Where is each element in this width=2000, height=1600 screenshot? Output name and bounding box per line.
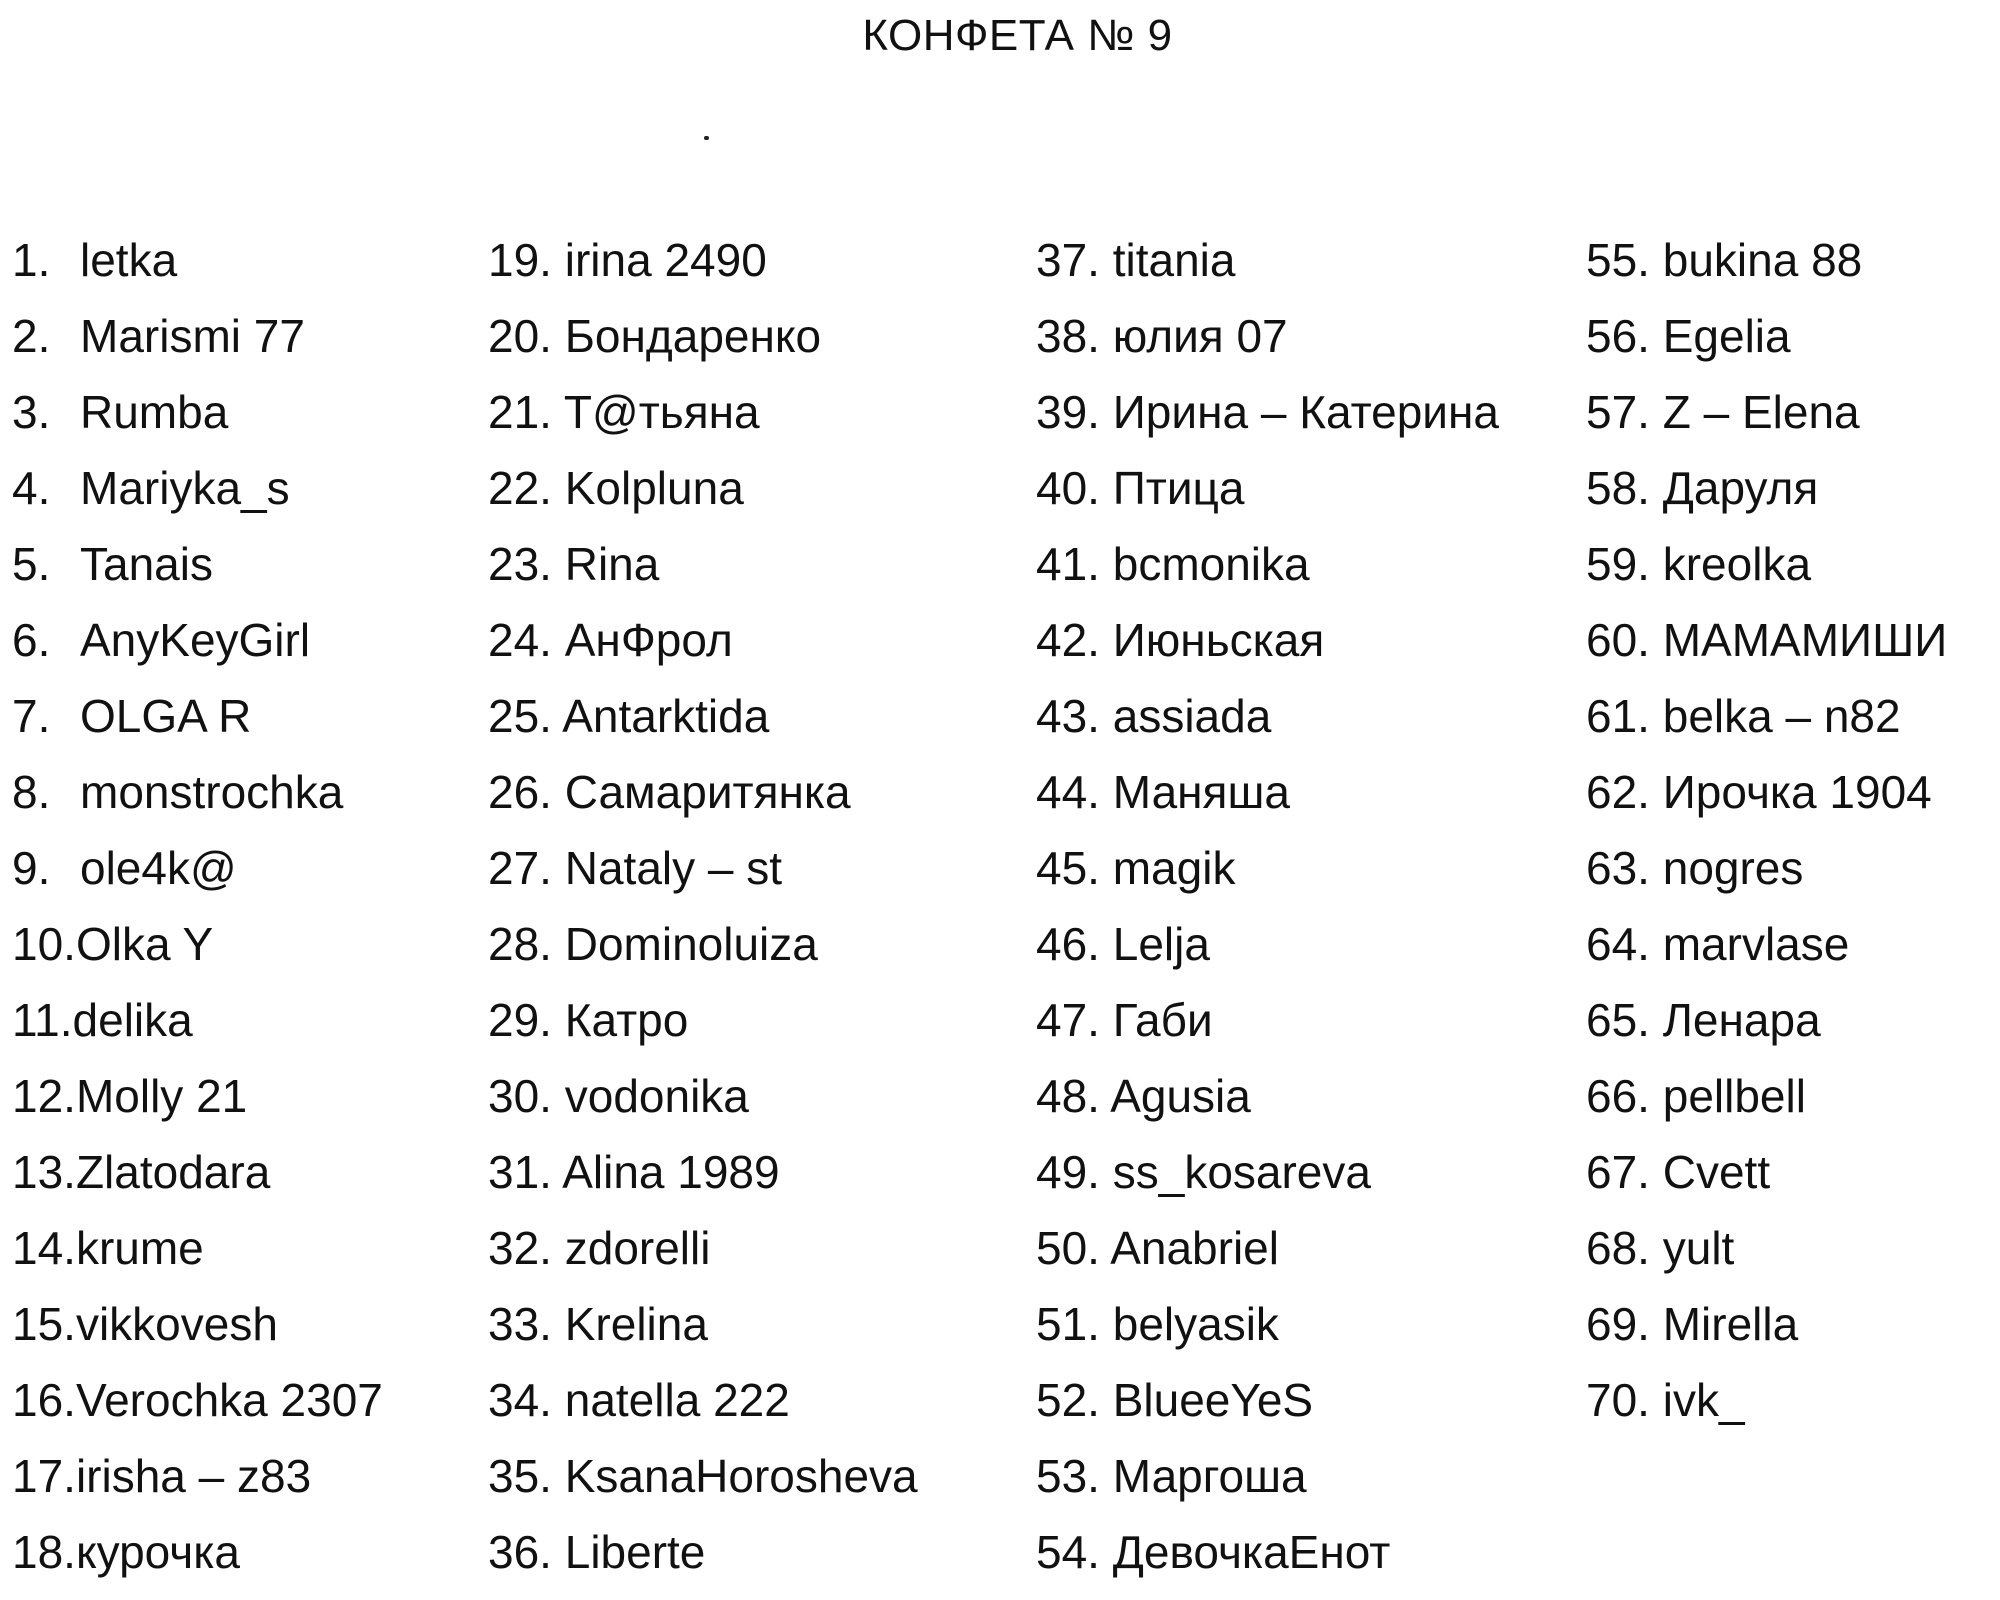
list-item-name: Даруля xyxy=(1662,462,1819,514)
list-item xyxy=(1586,232,1947,308)
list-item-name: Kolpluna xyxy=(564,462,744,514)
list-item-number: 11. xyxy=(12,994,73,1046)
list-item-number: 51. xyxy=(1036,1298,1100,1350)
list-item xyxy=(488,916,918,992)
list-item-name: Бондаренко xyxy=(564,310,822,362)
list-item-name: Marismi 77 xyxy=(80,310,305,362)
list-item-name: Mariyka_s xyxy=(80,462,290,514)
list-item-name: Маняша xyxy=(1112,766,1290,818)
list-item-name: yult xyxy=(1662,1222,1735,1274)
list-item-number: 28. xyxy=(488,918,552,970)
list-item-name: T@тьяна xyxy=(563,386,760,438)
list-item xyxy=(1586,384,1947,460)
list-item-name: Cvett xyxy=(1662,1146,1771,1198)
list-item xyxy=(1036,536,1499,612)
list-item-name: АнФрол xyxy=(564,614,733,666)
list-item-name: Tanais xyxy=(80,538,213,590)
list-item-name: Verochka 2307 xyxy=(75,1374,383,1426)
list-item-number: 29. xyxy=(488,994,552,1046)
list-item xyxy=(1036,232,1499,308)
list-item-name: Zlatodara xyxy=(75,1146,271,1198)
list-item-number: 21. xyxy=(488,386,552,438)
list-item-number: 14. xyxy=(12,1222,76,1274)
list-item-number: 58. xyxy=(1586,462,1650,514)
list-item xyxy=(12,1068,383,1144)
list-item-number: 55. xyxy=(1586,234,1650,286)
list-item-number: 15. xyxy=(12,1298,76,1350)
list-item-number: 57. xyxy=(1586,386,1650,438)
list-item-name: Lelja xyxy=(1112,918,1210,970)
list-item-number: 65. xyxy=(1586,994,1650,1046)
list-item-name: vodonika xyxy=(564,1070,749,1122)
list-item xyxy=(488,1144,918,1220)
list-item-number: 40. xyxy=(1036,462,1100,514)
list-item-number: 26. xyxy=(488,766,552,818)
list-item-number: 5. xyxy=(12,538,51,590)
list-item xyxy=(1586,612,1947,688)
list-item xyxy=(1036,1296,1499,1372)
list-item xyxy=(1036,308,1499,384)
list-item xyxy=(1036,1220,1499,1296)
list-item-number: 66. xyxy=(1586,1070,1650,1122)
list-item-number: 45. xyxy=(1036,842,1100,894)
list-item xyxy=(1586,1372,1947,1448)
list-item-name: Ленара xyxy=(1662,994,1821,1046)
list-item-number: 37. xyxy=(1036,234,1100,286)
list-item-name: Mirella xyxy=(1662,1298,1799,1350)
list-item-number: 7. xyxy=(12,690,51,742)
list-item-number: 36. xyxy=(488,1526,552,1578)
list-item-number: 18. xyxy=(12,1526,76,1578)
list-item xyxy=(1586,460,1947,536)
list-item-name: Krelina xyxy=(564,1298,708,1350)
list-item xyxy=(12,1220,383,1296)
list-item-name: marvlase xyxy=(1662,918,1850,970)
list-item-number: 61. xyxy=(1586,690,1650,742)
list-item-number: 56. xyxy=(1586,310,1650,362)
list-item-number: 25. xyxy=(488,690,552,742)
list-item-name: Июньская xyxy=(1112,614,1325,666)
list-item-name: magik xyxy=(1112,842,1236,894)
list-item-number: 22. xyxy=(488,462,552,514)
list-item-number: 70. xyxy=(1586,1374,1650,1426)
list-item-number: 23. xyxy=(488,538,552,590)
list-item xyxy=(1036,1524,1499,1600)
list-item-number: 10. xyxy=(12,918,76,970)
list-item xyxy=(488,688,918,764)
list-item-number: 13. xyxy=(12,1146,76,1198)
list-item-name: Z – Elena xyxy=(1662,386,1860,438)
list-item xyxy=(1586,840,1947,916)
list-item-name: bukina 88 xyxy=(1662,234,1863,286)
page-title: КОНФЕТА № 9 xyxy=(862,11,1173,60)
list-item-name: Птица xyxy=(1112,462,1245,514)
list-item-number: 62. xyxy=(1586,766,1650,818)
list-item xyxy=(1036,764,1499,840)
list-item xyxy=(12,688,383,764)
list-item-number: 20. xyxy=(488,310,552,362)
list-item-name: Ирочка 1904 xyxy=(1662,766,1932,818)
list-item-number: 19. xyxy=(488,234,552,286)
list-item xyxy=(12,384,383,460)
list-item-name: ss_kosareva xyxy=(1112,1146,1371,1198)
list-item-name: юлия 07 xyxy=(1112,310,1288,362)
list-item-name: KsanaHorosheva xyxy=(564,1450,918,1502)
list-item-name: Egelia xyxy=(1662,310,1791,362)
list-item xyxy=(12,1144,383,1220)
list-item-name: belka – n82 xyxy=(1662,690,1901,742)
list-item xyxy=(1036,1448,1499,1524)
list-item-number: 60. xyxy=(1586,614,1650,666)
list-item-number: 1. xyxy=(12,234,51,286)
list-item xyxy=(1586,308,1947,384)
list-item-name: Molly 21 xyxy=(75,1070,248,1122)
name-list-column-1 xyxy=(12,232,383,1600)
list-item-name: OLGA R xyxy=(80,690,252,742)
list-item-number: 39. xyxy=(1036,386,1100,438)
list-item-number: 24. xyxy=(488,614,552,666)
list-item-number: 69. xyxy=(1586,1298,1650,1350)
list-item xyxy=(1036,688,1499,764)
list-item xyxy=(1586,1296,1947,1372)
list-item xyxy=(12,308,383,384)
list-item-name: Liberte xyxy=(564,1526,706,1578)
list-item-name: Antarktida xyxy=(562,690,770,742)
name-list-column-3 xyxy=(1036,232,1499,1600)
list-item-number: 9. xyxy=(12,842,51,894)
list-item xyxy=(1586,536,1947,612)
list-item-name: AnyKeyGirl xyxy=(80,614,311,666)
list-item-number: 43. xyxy=(1036,690,1100,742)
list-item-name: irina 2490 xyxy=(564,234,767,286)
list-item-number: 47. xyxy=(1036,994,1100,1046)
list-item-name: Nataly – st xyxy=(564,842,783,894)
list-item xyxy=(488,536,918,612)
list-item xyxy=(1586,1144,1947,1220)
list-item xyxy=(12,1524,383,1600)
list-item xyxy=(488,840,918,916)
list-item xyxy=(12,840,383,916)
list-item-name: курочка xyxy=(75,1526,240,1578)
list-item xyxy=(488,384,918,460)
list-item-name: pellbell xyxy=(1662,1070,1806,1122)
list-item xyxy=(488,1220,918,1296)
list-item-number: 53. xyxy=(1036,1450,1100,1502)
list-item-name: Dominoluiza xyxy=(564,918,818,970)
list-item-number: 59. xyxy=(1586,538,1650,590)
list-item xyxy=(1036,1068,1499,1144)
list-item xyxy=(12,992,383,1068)
list-item-number: 2. xyxy=(12,310,51,362)
list-item-number: 4. xyxy=(12,462,51,514)
list-item-number: 8. xyxy=(12,766,51,818)
list-item xyxy=(1036,1144,1499,1220)
list-item xyxy=(12,1448,383,1524)
list-item-name: Rina xyxy=(564,538,660,590)
list-item-number: 32. xyxy=(488,1222,552,1274)
list-item-name: ivk_ xyxy=(1662,1374,1745,1426)
list-item-name: Самаритянка xyxy=(564,766,851,818)
list-item xyxy=(488,308,918,384)
list-item-number: 50. xyxy=(1036,1222,1100,1274)
list-item-number: 54. xyxy=(1036,1526,1100,1578)
list-item xyxy=(12,612,383,688)
list-item-name: kreolka xyxy=(1662,538,1812,590)
list-item-name: Ирина – Катерина xyxy=(1112,386,1499,438)
list-item-number: 46. xyxy=(1036,918,1100,970)
name-list-column-4 xyxy=(1586,232,1947,1448)
list-item xyxy=(488,1448,918,1524)
list-item xyxy=(1036,992,1499,1068)
list-item-name: krume xyxy=(75,1222,204,1274)
list-item xyxy=(488,1068,918,1144)
list-item-name: Rumba xyxy=(80,386,229,438)
list-item-name: Габи xyxy=(1112,994,1213,1046)
list-item-number: 31. xyxy=(488,1146,552,1198)
list-item xyxy=(12,232,383,308)
list-item-number: 48. xyxy=(1036,1070,1100,1122)
list-item xyxy=(1036,1372,1499,1448)
list-item-name: delika xyxy=(72,994,193,1046)
name-list-column-2 xyxy=(488,232,918,1600)
list-item-number: 44. xyxy=(1036,766,1100,818)
list-item xyxy=(1036,460,1499,536)
list-item xyxy=(488,612,918,688)
list-item xyxy=(1586,688,1947,764)
list-item-number: 35. xyxy=(488,1450,552,1502)
list-item-name: Маргоша xyxy=(1112,1450,1307,1502)
list-item-number: 3. xyxy=(12,386,51,438)
list-item-name: Olka Y xyxy=(75,918,214,970)
list-item-number: 38. xyxy=(1036,310,1100,362)
list-item xyxy=(488,232,918,308)
list-item-number: 33. xyxy=(488,1298,552,1350)
list-item xyxy=(12,460,383,536)
list-item-number: 41. xyxy=(1036,538,1100,590)
list-item-name: irisha – z83 xyxy=(75,1450,312,1502)
list-item-name: belyasik xyxy=(1112,1298,1279,1350)
list-item-name: ole4k@ xyxy=(80,842,237,894)
list-item-number: 34. xyxy=(488,1374,552,1426)
list-item-number: 30. xyxy=(488,1070,552,1122)
list-item xyxy=(12,916,383,992)
list-item-name: BlueeYeS xyxy=(1112,1374,1314,1426)
list-item xyxy=(1036,384,1499,460)
list-item xyxy=(1036,612,1499,688)
list-item-name: Alina 1989 xyxy=(562,1146,780,1198)
list-item-number: 68. xyxy=(1586,1222,1650,1274)
list-item xyxy=(12,764,383,840)
list-item-name: natella 222 xyxy=(564,1374,790,1426)
list-item xyxy=(488,1524,918,1600)
list-item xyxy=(12,1372,383,1448)
list-item-number: 49. xyxy=(1036,1146,1100,1198)
list-item xyxy=(488,460,918,536)
list-item xyxy=(1036,840,1499,916)
list-item-name: nogres xyxy=(1662,842,1804,894)
scan-speck xyxy=(704,136,709,140)
list-item-name: assiada xyxy=(1112,690,1272,742)
list-item-name: ДевочкаЕнот xyxy=(1112,1526,1391,1578)
list-item-name: МАМАМИШИ xyxy=(1662,614,1948,666)
list-item-name: vikkovesh xyxy=(75,1298,278,1350)
list-item-number: 67. xyxy=(1586,1146,1650,1198)
list-item xyxy=(1586,1068,1947,1144)
list-item-number: 16. xyxy=(12,1374,76,1426)
list-item-name: titania xyxy=(1112,234,1236,286)
list-item-name: bcmonika xyxy=(1112,538,1310,590)
list-item xyxy=(488,1296,918,1372)
list-item-number: 12. xyxy=(12,1070,76,1122)
list-item-number: 27. xyxy=(488,842,552,894)
list-item-number: 6. xyxy=(12,614,51,666)
list-item-name: Agusia xyxy=(1110,1070,1251,1122)
list-item-number: 52. xyxy=(1036,1374,1100,1426)
list-item xyxy=(1586,764,1947,840)
list-item xyxy=(488,764,918,840)
list-item-number: 42. xyxy=(1036,614,1100,666)
list-item-name: zdorelli xyxy=(564,1222,711,1274)
list-item xyxy=(1586,916,1947,992)
list-item-name: monstrochka xyxy=(80,766,344,818)
list-item xyxy=(1036,916,1499,992)
list-item-name: Катро xyxy=(564,994,689,1046)
list-item-number: 63. xyxy=(1586,842,1650,894)
list-item-number: 64. xyxy=(1586,918,1650,970)
list-item-name: letka xyxy=(80,234,178,286)
list-item xyxy=(488,992,918,1068)
list-item xyxy=(488,1372,918,1448)
list-item-name: Anabriel xyxy=(1110,1222,1279,1274)
list-item xyxy=(1586,992,1947,1068)
list-item-number: 17. xyxy=(12,1450,76,1502)
list-item xyxy=(1586,1220,1947,1296)
list-item xyxy=(12,536,383,612)
list-item xyxy=(12,1296,383,1372)
